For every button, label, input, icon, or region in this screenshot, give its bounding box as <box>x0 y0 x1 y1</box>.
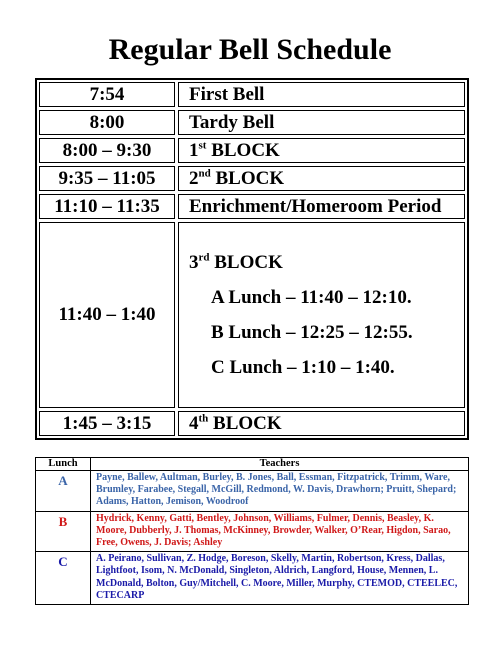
time-cell: 1:45 – 3:15 <box>39 411 175 436</box>
period-cell: First Bell <box>178 82 465 107</box>
time-cell: 11:40 – 1:40 <box>39 222 175 408</box>
lunch-label: B <box>36 511 91 552</box>
schedule-row <box>39 166 465 191</box>
lunch-assignment-table <box>35 457 469 605</box>
time-cell: 8:00 <box>39 110 175 135</box>
schedule-row <box>39 411 465 436</box>
period-cell <box>178 222 465 408</box>
lunch-row-b <box>36 511 469 552</box>
lunch-label: A <box>36 471 91 512</box>
period-cell: 4th BLOCK <box>178 411 465 436</box>
lunch-row-c <box>36 552 469 605</box>
schedule-row <box>39 138 465 163</box>
teacher-list: Hydrick, Kenny, Gatti, Bentley, Johnson, Williams, Fulmer, Dennis, Beasley, K. Moore, Dubberly, J. Thomas, McKinney, Browder, Walker, O’Rear, Higdon, Sarao, Free, Owens, J. Davis; Ashley <box>91 511 469 552</box>
time-cell: 8:00 – 9:30 <box>39 138 175 163</box>
lunch-row-a <box>36 471 469 512</box>
lunch-b-time: B Lunch – 12:25 – 12:55. <box>211 322 413 343</box>
schedule-row-third-block <box>39 222 465 408</box>
page-title: Regular Bell Schedule <box>108 33 392 66</box>
time-cell: 7:54 <box>39 82 175 107</box>
time-cell: 9:35 – 11:05 <box>39 166 175 191</box>
period-cell: Enrichment/Homeroom Period <box>178 194 465 219</box>
teacher-list: Payne, Ballew, Aultman, Burley, B. Jones, Ball, Essman, Fitzpatrick, Trimm, Ware, Brumley, Farabee, Stegall, McGill, Redmond, W. Davis, Drawhorn; Pruitt, Shepard; Adams, Hatton, Jemison, Woodroof <box>91 471 469 512</box>
period-cell: 1st BLOCK <box>178 138 465 163</box>
period-cell: Tardy Bell <box>178 110 465 135</box>
teachers-column-header: Teachers <box>91 458 469 471</box>
teacher-list: A. Peirano, Sullivan, Z. Hodge, Boreson, Skelly, Martin, Robertson, Kress, Dallas, Lightfoot, Isom, N. McDonald, Singleton, Aldrich, Langford, House, Mennen, L. McDonald, Bolton, Guy/Mitchell, C. Moore, Miller, Murphy, CTEMOD, CTEELEC, CTECARP <box>91 552 469 605</box>
schedule-row <box>39 194 465 219</box>
bell-schedule-table <box>35 78 469 440</box>
lunch-label: C <box>36 552 91 605</box>
lunch-a-time: A Lunch – 11:40 – 12:10. <box>211 287 412 308</box>
schedule-row <box>39 82 465 107</box>
period-cell: 2nd BLOCK <box>178 166 465 191</box>
block-heading: 3rd BLOCK <box>189 251 283 273</box>
lunch-column-header: Lunch <box>36 458 91 471</box>
schedule-row <box>39 110 465 135</box>
lunch-c-time: C Lunch – 1:10 – 1:40. <box>211 357 395 378</box>
lunch-table-header <box>36 458 469 471</box>
time-cell: 11:10 – 11:35 <box>39 194 175 219</box>
